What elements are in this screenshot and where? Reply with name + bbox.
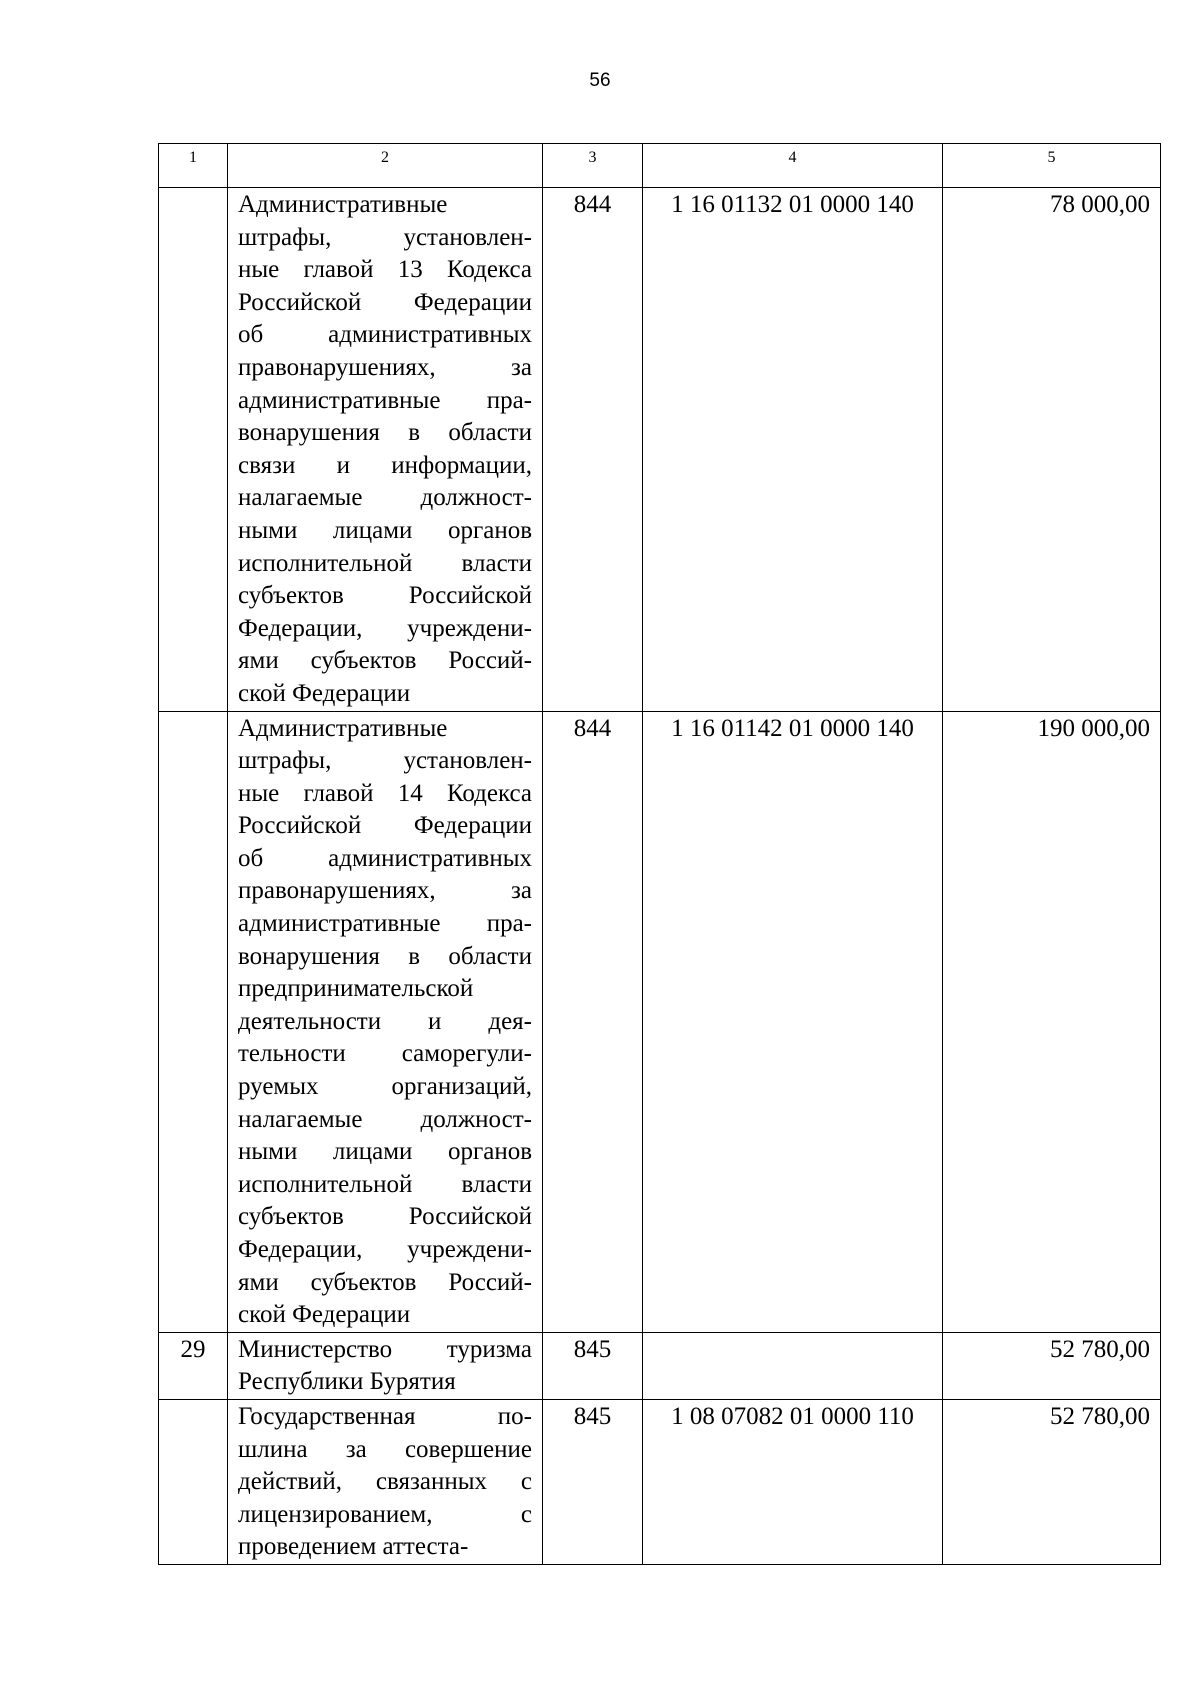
administrator-code-cell: 845 xyxy=(543,1332,643,1399)
revenue-code-cell: 1 16 01142 01 0000 140 xyxy=(643,711,943,1332)
item-name-line: ные главой 14 Кодекса xyxy=(238,779,532,807)
item-name-line: правонарушениях, за xyxy=(238,877,532,905)
item-name-line: руемых организаций, xyxy=(238,1073,532,1101)
table-row xyxy=(159,188,1161,712)
item-name-line: исполнительной власти xyxy=(238,549,532,577)
item-name-line: деятельности и дея- xyxy=(238,1007,532,1035)
item-name-line: административные пра- xyxy=(238,386,532,414)
item-name-line: штрафы, установлен- xyxy=(238,747,532,775)
item-name-line: ями субъектов Россий- xyxy=(238,647,532,675)
column-number-3: 3 xyxy=(543,144,643,188)
item-name-line: Федерации, учреждени- xyxy=(238,1236,532,1263)
item-name-line: налагаемые должност- xyxy=(238,484,532,512)
item-name-line: об административных xyxy=(238,844,532,872)
revenue-code-cell: 1 08 07082 01 0000 110 xyxy=(643,1399,943,1564)
item-name-line: субъектов Российской xyxy=(238,582,532,610)
item-name-line: Федерации, учреждени- xyxy=(238,614,532,642)
item-name-line: ской Федерации xyxy=(238,1301,411,1329)
item-name-line: Российской Федерации xyxy=(238,812,532,840)
column-number-1: 1 xyxy=(159,144,228,188)
row-number-cell: 29 xyxy=(159,1332,228,1399)
item-name-line: ями субъектов Россий- xyxy=(238,1268,532,1296)
amount-cell: 52 780,00 xyxy=(943,1332,1161,1399)
item-name-line: вонарушения в области xyxy=(238,942,532,970)
row-number-cell xyxy=(159,1399,228,1564)
column-number-5: 5 xyxy=(943,144,1161,188)
administrator-code-cell: 844 xyxy=(543,188,643,712)
amount-cell: 78 000,00 xyxy=(943,188,1161,712)
item-name-line: предпринимательской xyxy=(238,975,474,1003)
column-number-4: 4 xyxy=(643,144,943,188)
item-name-cell xyxy=(228,711,543,1332)
item-name-line: ные главой 13 Кодекса xyxy=(238,256,532,284)
item-name-line: ными лицами органов xyxy=(238,516,532,544)
item-name-line: шлина за совершение xyxy=(238,1435,532,1463)
item-name-line: об административных xyxy=(238,321,532,349)
revenue-code-cell xyxy=(643,1332,943,1399)
column-number-2: 2 xyxy=(228,144,543,188)
item-name-line: Административные xyxy=(238,714,448,742)
item-name-cell xyxy=(228,188,543,712)
item-name-line: штрафы, установлен- xyxy=(238,223,532,251)
amount-cell: 190 000,00 xyxy=(943,711,1161,1332)
item-name-line: проведением аттеста- xyxy=(238,1533,469,1561)
item-name-line: Министерство туризма xyxy=(238,1335,532,1363)
row-number-cell xyxy=(159,188,228,712)
item-name-line: Государственная по- xyxy=(238,1402,532,1430)
administrator-code-cell: 845 xyxy=(543,1399,643,1564)
page-number: 56 xyxy=(589,70,611,91)
item-name-line: ской Федерации xyxy=(238,679,411,707)
item-name-line: правонарушениях, за xyxy=(238,353,532,381)
item-name-line: вонарушения в области xyxy=(238,419,532,447)
item-name-line: лицензированием, с xyxy=(238,1500,532,1528)
table-row xyxy=(159,1399,1161,1564)
table-row xyxy=(159,711,1161,1332)
item-name-line: исполнительной власти xyxy=(238,1170,532,1198)
amount-cell: 52 780,00 xyxy=(943,1399,1161,1564)
table-row xyxy=(159,1332,1161,1399)
revenue-code-cell: 1 16 01132 01 0000 140 xyxy=(643,188,943,712)
administrator-code-cell: 844 xyxy=(543,711,643,1332)
row-number-cell xyxy=(159,711,228,1332)
item-name-line: связи и информации, xyxy=(238,451,532,479)
item-name-line: налагаемые должност- xyxy=(238,1105,532,1133)
item-name-line: действий, связанных с xyxy=(238,1468,532,1496)
item-name-cell xyxy=(228,1332,543,1399)
item-name-line: ными лицами органов xyxy=(238,1138,532,1166)
item-name-line: субъектов Российской xyxy=(238,1203,532,1231)
item-name-line: административные пра- xyxy=(238,910,532,938)
item-name-line: тельности саморегули- xyxy=(238,1040,532,1068)
item-name-line: Республики Бурятия xyxy=(238,1368,456,1396)
item-name-cell xyxy=(228,1399,543,1564)
item-name-line: Административные xyxy=(238,191,448,218)
revenue-table xyxy=(158,143,1161,1565)
item-name-line: Российской Федерации xyxy=(238,288,532,316)
column-numbers-row xyxy=(159,144,1161,188)
